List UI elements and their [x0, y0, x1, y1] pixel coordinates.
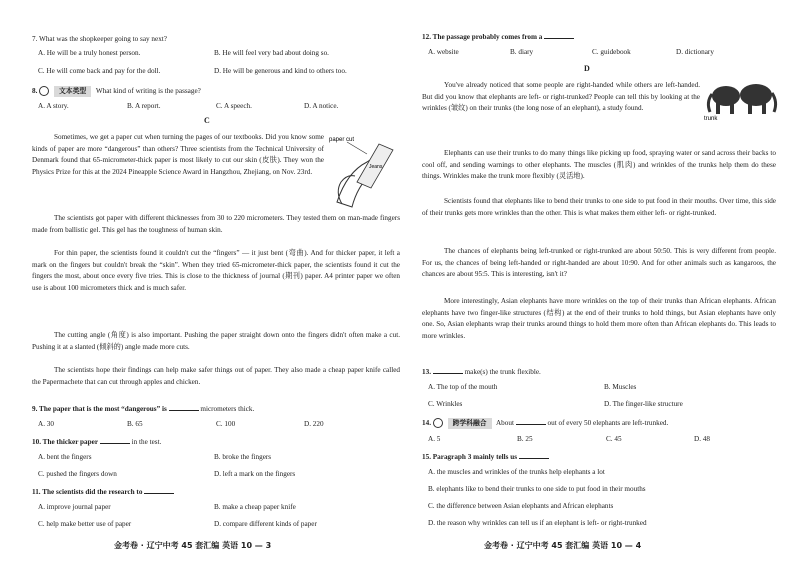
question-8 [32, 86, 404, 97]
paper-cut-illustration [327, 132, 401, 212]
question-stem: About [495, 419, 514, 427]
question-10 [32, 437, 404, 448]
question-stem: out of every 50 elephants are left-trunked. [547, 419, 669, 427]
page-footer: 金考卷 · 辽宁中考 45 套汇编 英语 10 — 4 [484, 541, 642, 550]
question-stem: 9. The paper that is the most “dangerous” is [32, 405, 167, 413]
paragraph: For thin paper, the scientists found it couldn't cut the “fingers” — it just bent (弯曲). And for thicker paper, it left a mark on the fingers but couldn't break the “skin”. When they tried 65-micrometer-thick paper, the scientists found it cut the fingers the most, about once every five tries. This is close to the thickness of journal (期刊) paper. A4 printer paper we often use is about 100 micrometers thick and is much safer. [32, 249, 400, 292]
option-b[interactable]: B. elephants like to bend their trunks to one side to put food in their mouths [428, 485, 646, 493]
question-stem: micrometers thick. [200, 405, 255, 413]
option-c[interactable]: C. 100 [216, 420, 236, 428]
paragraph: Sometimes, we get a paper cut when turning the pages of our textbooks. Did you know some kinds of paper are more “dangerous” than others? Three scientists from the Technical University of Denmark found that 65-micrometer-thick paper is most likely to cut our skin (皮肤). They won the Physics Prize for this at the 2024 Pineapple Science Award in Hangzhou, Zhejiang, on Nov. 23rd. [32, 133, 324, 176]
paragraph: Elephants can use their trunks to do many things like picking up food, spraying water or sand across their backs to cool off, and sending warnings to other elephants. The muscles (肌肉) and wrinkles of the trunks help them do these things. Wrinkles make the trunk more flexibly (灵活地). [422, 149, 776, 181]
answer-blank[interactable] [169, 404, 199, 411]
option-a[interactable]: A. improve journal paper [38, 503, 111, 511]
question-stem: make(s) the trunk flexible. [464, 368, 541, 376]
option-a[interactable]: A. 30 [38, 420, 54, 428]
option-d[interactable]: D. The finger-like structure [604, 400, 683, 408]
image-label: Jeans [369, 164, 383, 170]
paragraph: The cutting angle (角度) is also important. Pushing the paper straight down onto the fingers didn't often make a cut. Pushing it at a slanted (倾斜的) angle made more cuts. [32, 331, 400, 351]
option-a[interactable]: A. 5 [428, 435, 441, 443]
option-a[interactable]: A. bent the fingers [38, 453, 92, 461]
answer-blank[interactable] [519, 452, 549, 459]
answer-blank[interactable] [433, 367, 463, 374]
option-a[interactable]: A. website [428, 48, 459, 56]
circle-icon [433, 418, 443, 428]
option-d[interactable]: D. A notice. [304, 102, 339, 110]
question-15 [422, 452, 780, 463]
category-tag: 文本类型 [54, 86, 91, 97]
option-d[interactable]: D. 220 [304, 420, 324, 428]
question-stem: 10. The thicker paper [32, 438, 99, 446]
option-d[interactable]: D. 48 [694, 435, 710, 443]
option-c[interactable]: C. the difference between Asian elephants and African elephants [428, 502, 614, 510]
question-stem: What kind of writing is the passage? [95, 87, 201, 95]
answer-blank[interactable] [544, 32, 574, 39]
elephant-illustration [704, 80, 780, 122]
question-stem: 11. The scientists did the research to [32, 488, 143, 496]
question-number: 8. [32, 87, 38, 95]
question-14 [422, 418, 780, 429]
option-b[interactable]: B. broke the fingers [214, 453, 272, 461]
option-d[interactable]: D. compare different kinds of paper [214, 520, 317, 528]
option-a[interactable]: A. He will be a truly honest person. [38, 49, 141, 57]
option-d[interactable]: D. the reason why wrinkles can tell us if an elephant is left- or right-trunked [428, 519, 647, 527]
answer-blank[interactable] [144, 487, 174, 494]
option-a[interactable]: A. A story. [38, 102, 69, 110]
option-d[interactable]: D. left a mark on the fingers [214, 470, 296, 478]
option-a[interactable]: A. The top of the mouth [428, 383, 498, 391]
image-label: trunk [704, 116, 718, 122]
option-b[interactable]: B. 25 [517, 435, 533, 443]
option-a[interactable]: A. the muscles and wrinkles of the trunks help elephants a lot [428, 468, 605, 476]
option-c[interactable]: C. help make better use of paper [38, 520, 132, 528]
option-b[interactable]: B. A report. [127, 102, 161, 110]
section-heading: C [204, 116, 210, 125]
option-b[interactable]: B. make a cheap paper knife [214, 503, 296, 511]
option-c[interactable]: C. A speech. [216, 102, 252, 110]
option-b[interactable]: B. diary [510, 48, 534, 56]
question-13 [422, 367, 780, 378]
question-12 [422, 32, 780, 43]
paragraph: Scientists found that elephants like to bend their trunks to one side to put food in their mouths. Over time, this side of their trunks gets more wrinkles than the other. This is what makes them either left- or right-trunked. [422, 197, 776, 217]
question-stem: 12. The passage probably comes from a [422, 33, 543, 41]
paragraph: You've already noticed that some people are right-handed while others are left-handed. But did you know that elephants are left- or right-trunked? People can tell this by looking at the wrinkles (皱纹) on their trunks (the long nose of an elephant), a study found. [422, 81, 700, 113]
option-d[interactable]: D. He will be generous and kind to others too. [214, 67, 347, 75]
question-7 [32, 34, 404, 45]
paragraph: The scientists got paper with different thicknesses from 30 to 220 micrometers. They tested them on man-made fingers made from ballistic gel. This gel has the toughness of human skin. [32, 214, 400, 234]
circle-icon [39, 86, 49, 96]
question-11 [32, 487, 404, 498]
section-heading: D [584, 64, 590, 73]
paragraph: More interestingly, Asian elephants have more wrinkles on the top of their trunks than African elephants. African elephants have two finger-like structures (结构) at the end of their trunks to hold things, but Asian elephants have only one. So, Asian elephants wrap their trunks around things to hold them more often than African elephants do. This leads to more wrinkles. [422, 297, 776, 340]
option-c[interactable]: C. 45 [606, 435, 622, 443]
option-b[interactable]: B. 65 [127, 420, 143, 428]
option-d[interactable]: D. dictionary [676, 48, 714, 56]
question-stem: 15. Paragraph 3 mainly tells us [422, 453, 518, 461]
option-c[interactable]: C. pushed the fingers down [38, 470, 117, 478]
option-c[interactable]: C. He will come back and pay for the doll. [38, 67, 161, 75]
answer-blank[interactable] [516, 418, 546, 425]
question-stem: 7. What was the shopkeeper going to say next? [32, 35, 167, 43]
answer-blank[interactable] [100, 437, 130, 444]
option-b[interactable]: B. He will feel very bad about doing so. [214, 49, 329, 57]
question-stem: in the test. [131, 438, 162, 446]
option-c[interactable]: C. Wrinkles [428, 400, 463, 408]
paragraph: The chances of elephants being left-trunked or right-trunked are about 50:50. This is very different from people. For us, the chances of being left-handed or right-handed are about 10:90. And for other animals such as kangaroos, the chances are about 95:5. This is interesting, isn't it? [422, 247, 776, 279]
question-9 [32, 404, 404, 415]
paragraph: The scientists hope their findings can help make safer things out of paper. They also made a cheap paper knife called the Papermachete that can cut through apples and chicken. [32, 366, 400, 386]
image-label: paper cut [329, 137, 355, 143]
page-footer: 金考卷 · 辽宁中考 45 套汇编 英语 10 — 3 [114, 541, 272, 550]
category-tag: 跨学科融合 [448, 418, 492, 429]
question-number: 14. [422, 419, 431, 427]
question-number: 13. [422, 368, 431, 376]
option-c[interactable]: C. guidebook [592, 48, 631, 56]
option-b[interactable]: B. Muscles [604, 383, 637, 391]
